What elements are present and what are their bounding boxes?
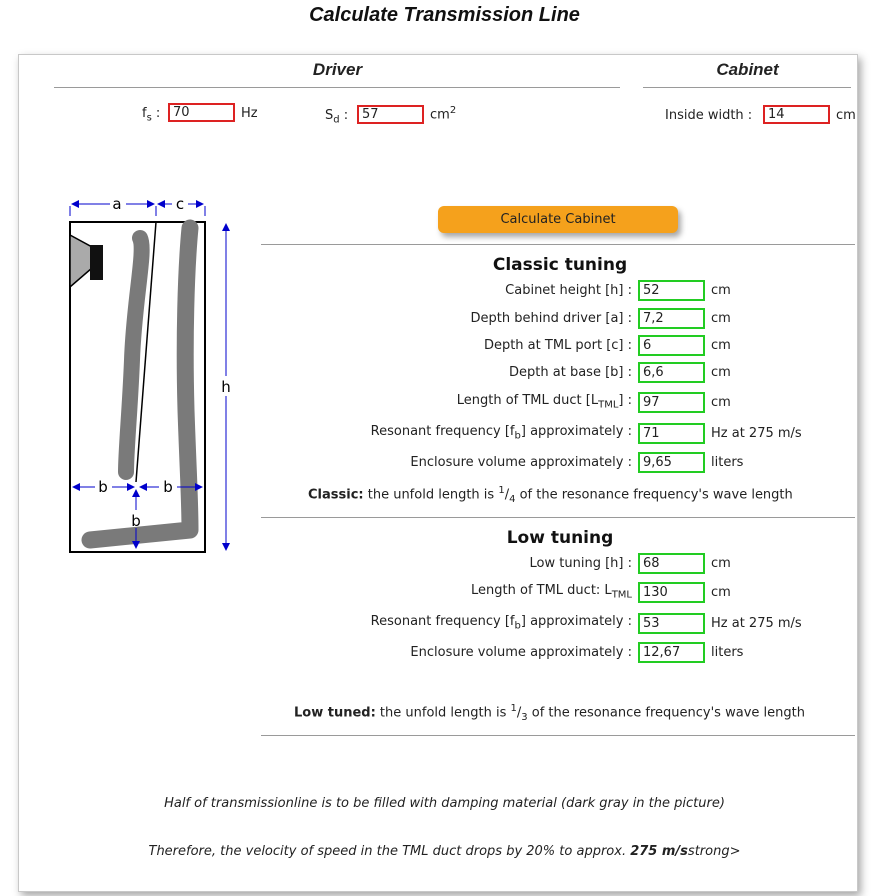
low-volume-unit: liters <box>711 645 744 660</box>
driver-rule <box>54 87 620 88</box>
classic-tml-length-label: Length of TML duct $[L_{TML}]$ : <box>456 393 632 411</box>
inside-width-label: Inside width : <box>665 108 753 123</box>
low-note: Low tuned: the unfold length is $^1/_3$ of the resonance frequency's wave length <box>294 703 805 723</box>
inside-width-input[interactable] <box>763 105 830 124</box>
classic-depth-c-output <box>638 335 705 356</box>
classic-height-unit: cm <box>711 283 731 298</box>
low-resonant-freq-label: Resonant frequency $[f_b]$ approximately : <box>370 614 632 632</box>
damping-note: Half of transmissionline is to be filled with damping material (dark gray in the picture) <box>164 796 725 811</box>
sd-label: $S_d$ : <box>325 108 349 126</box>
cabinet-rule <box>643 87 851 88</box>
classic-note: Classic: the unfold length is $^1/_4$ of the resonance frequency's wave length <box>308 485 793 505</box>
low-height-output <box>638 553 705 574</box>
dim-label-c: c <box>175 195 185 213</box>
velocity-note: Therefore, the velocity of speed in the TML duct drops by 20% to approx. 275 m/sstrong> <box>148 844 741 859</box>
low-title: Low tuning <box>506 528 614 548</box>
low-volume-label: Enclosure volume approximately : <box>410 645 632 660</box>
classic-volume-unit: liters <box>711 455 744 470</box>
fs-label: $f_s$ : <box>142 106 161 124</box>
classic-title: Classic tuning <box>492 255 628 275</box>
low-tml-length-unit: cm <box>711 585 731 600</box>
classic-resonant-freq-output <box>638 423 705 444</box>
dim-label-h: h <box>221 378 231 396</box>
classic-depth-c-unit: cm <box>711 338 731 353</box>
driver-title: Driver <box>312 60 363 79</box>
speaker-magnet <box>90 245 103 280</box>
fs-unit: Hz <box>241 106 258 121</box>
classic-resonant-freq-unit: Hz at 275 m/s <box>711 426 802 441</box>
page-title: Calculate Transmission Line <box>309 4 580 26</box>
low-resonant-freq-unit: Hz at 275 m/s <box>711 616 802 631</box>
classic-depth-a-unit: cm <box>711 311 731 326</box>
low-height-label: Low tuning [h] : <box>529 556 632 571</box>
classic-depth-b-unit: cm <box>711 365 731 380</box>
dim-label-b-left: b <box>98 478 108 496</box>
fs-input[interactable] <box>168 103 235 122</box>
speaker-cone <box>70 235 92 287</box>
dim-label-b-bottom: b <box>131 512 141 530</box>
sd-input[interactable] <box>357 105 424 124</box>
low-tml-length-output <box>638 582 705 603</box>
dim-label-a: a <box>112 195 122 213</box>
classic-top-rule <box>261 244 855 245</box>
inside-width-unit: cm <box>836 108 856 123</box>
low-height-unit: cm <box>711 556 731 571</box>
low-resonant-freq-output <box>638 613 705 634</box>
low-tml-length-label: Length of TML duct: $L_{TML}$ <box>471 583 632 601</box>
dim-label-b-right: b <box>163 478 173 496</box>
low-volume-output <box>638 642 705 663</box>
classic-depth-b-output <box>638 362 705 383</box>
classic-volume-label: Enclosure volume approximately : <box>410 455 632 470</box>
calculate-cabinet-button[interactable]: Calculate Cabinet <box>438 206 678 233</box>
classic-resonant-freq-label: Resonant frequency $[f_b]$ approximately : <box>370 424 632 442</box>
classic-depth-b-label: Depth at base [b] : <box>509 365 632 380</box>
classic-tml-length-unit: cm <box>711 395 731 410</box>
cabinet-title: Cabinet <box>716 60 779 79</box>
classic-tml-length-output <box>638 392 705 413</box>
classic-height-output <box>638 280 705 301</box>
low-top-rule <box>261 517 855 518</box>
low-bottom-rule <box>261 735 855 736</box>
cabinet-diagram <box>60 190 250 560</box>
classic-depth-a-label: Depth behind driver [a] : <box>470 311 632 326</box>
classic-volume-output <box>638 452 705 473</box>
classic-depth-a-output <box>638 308 705 329</box>
classic-height-label: Cabinet height [h] : <box>505 283 632 298</box>
sd-unit: $cm^2$ <box>430 105 457 123</box>
classic-depth-c-label: Depth at TML port [c] : <box>483 338 632 353</box>
